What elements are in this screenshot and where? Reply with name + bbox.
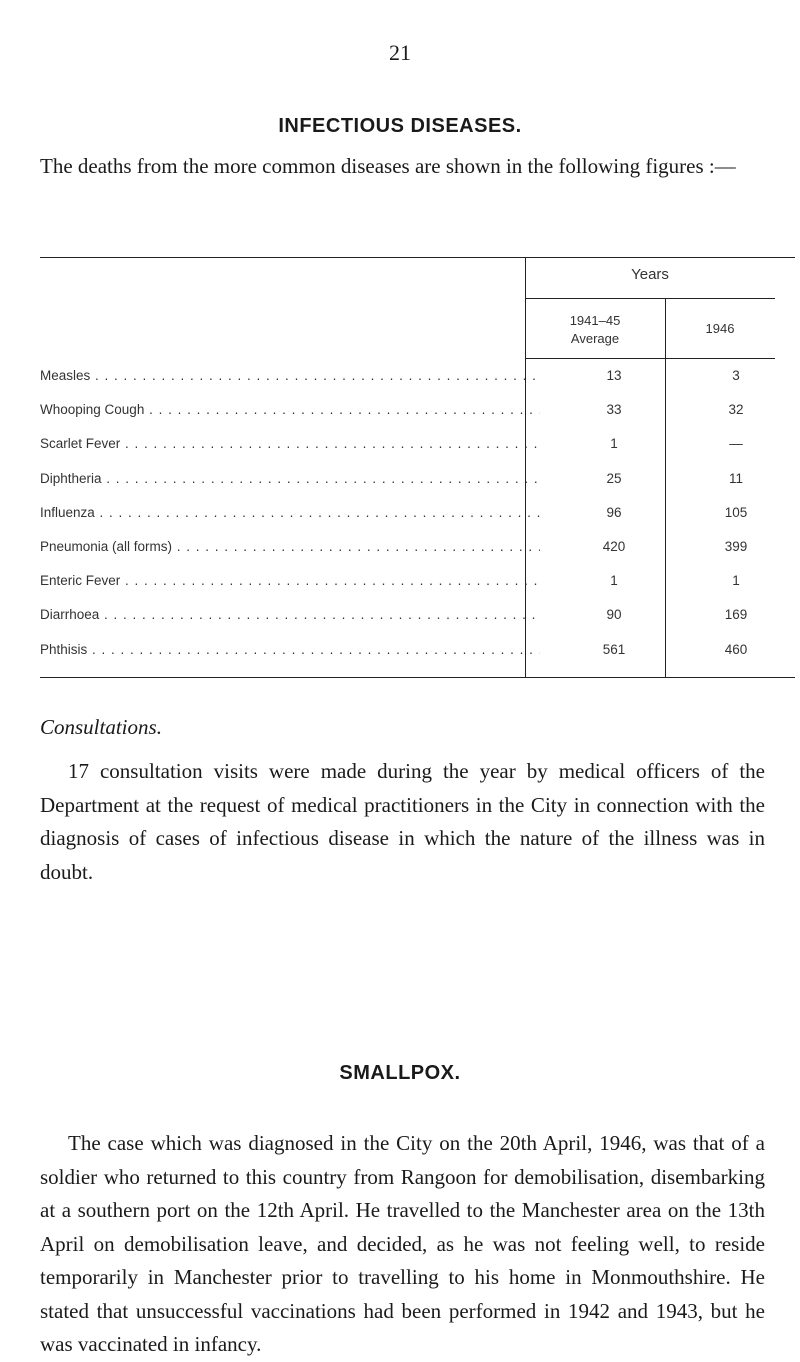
- average-value: 96: [606, 504, 622, 520]
- header-bottom-rule: [525, 358, 775, 359]
- intro-paragraph: The deaths from the more common diseases are shown in the following figures :—: [40, 154, 736, 178]
- smallpox-paragraph: The case which was diagnosed in the City on the 20th April, 1946, was that of a soldier who returned to this country from Rangoon for demobilisation, disembarking at a southern port on the 12th April. He travelled to the Manchester area on the 13th April on demobilisation leave, and decided, as he was not feeling well, to reside temporarily in Manchester prior to travelling to his home in Monmouthshire. He stated that unsuccessful vaccinations had been performed in 1942 and 1943, but he was vaccinated in infancy.: [40, 1131, 765, 1356]
- value-1946: 11: [728, 470, 743, 486]
- heading-smallpox: SMALLPOX.: [339, 1062, 461, 1084]
- average-value: 1: [610, 436, 618, 452]
- value-1946: 105: [724, 504, 748, 520]
- average-value: 561: [602, 641, 626, 657]
- table-row: [40, 471, 780, 501]
- average-value: 13: [606, 368, 622, 383]
- disease-name: Diarrhoea . .: [40, 607, 540, 622]
- table-row: [40, 607, 780, 637]
- disease-name: Whooping Cough . .: [40, 402, 540, 417]
- consultations-heading: Consultations.: [40, 715, 162, 739]
- heading-infectious-diseases: INFECTIOUS DISEASES.: [278, 115, 522, 137]
- table-top-rule: [40, 257, 795, 258]
- average-value: 420: [602, 539, 626, 554]
- table-row: [40, 436, 780, 466]
- col-header-average-line2: Average: [570, 331, 620, 346]
- average-value: 33: [606, 402, 622, 418]
- value-1946: 3: [732, 368, 740, 383]
- value-1946: 1: [732, 573, 740, 589]
- average-value: 90: [606, 607, 622, 623]
- disease-name: Pneumonia (all forms) . .: [40, 539, 540, 554]
- average-value: 1: [610, 573, 618, 589]
- table-row: [40, 573, 780, 603]
- value-1946: 460: [724, 641, 748, 657]
- disease-name: Enteric Fever . .: [40, 573, 540, 588]
- average-value: 25: [606, 470, 622, 486]
- disease-name: Measles . .: [40, 368, 540, 383]
- value-1946: —: [729, 436, 743, 452]
- col-header-average-line1: 1941–45: [569, 313, 621, 328]
- value-1946: 32: [728, 402, 744, 418]
- col-header-average: [525, 312, 665, 348]
- disease-name: Influenza . .: [40, 505, 540, 520]
- years-header: Years: [631, 266, 669, 283]
- col-header-1946: 1946: [705, 321, 735, 336]
- value-1946: 399: [724, 539, 748, 554]
- disease-name: Phthisis . .: [40, 642, 540, 657]
- table-row: [40, 539, 780, 569]
- table-row: [40, 505, 780, 535]
- table-row: [40, 368, 780, 398]
- consultations-paragraph: 17 consultation visits were made during the year by medical officers of the Department at the request of medical practitioners in the City in connection with the diagnosis of cases of infectious disease in which the nature of the illness was in doubt.: [40, 759, 765, 884]
- years-sub-rule: [525, 298, 775, 299]
- disease-name: Diphtheria . .: [40, 471, 540, 486]
- disease-name: Scarlet Fever . .: [40, 436, 540, 451]
- table-bottom-rule: [40, 677, 795, 678]
- value-1946: 169: [724, 607, 748, 623]
- table-row: [40, 402, 780, 432]
- page-number: 21: [389, 40, 411, 65]
- table-row: [40, 642, 780, 672]
